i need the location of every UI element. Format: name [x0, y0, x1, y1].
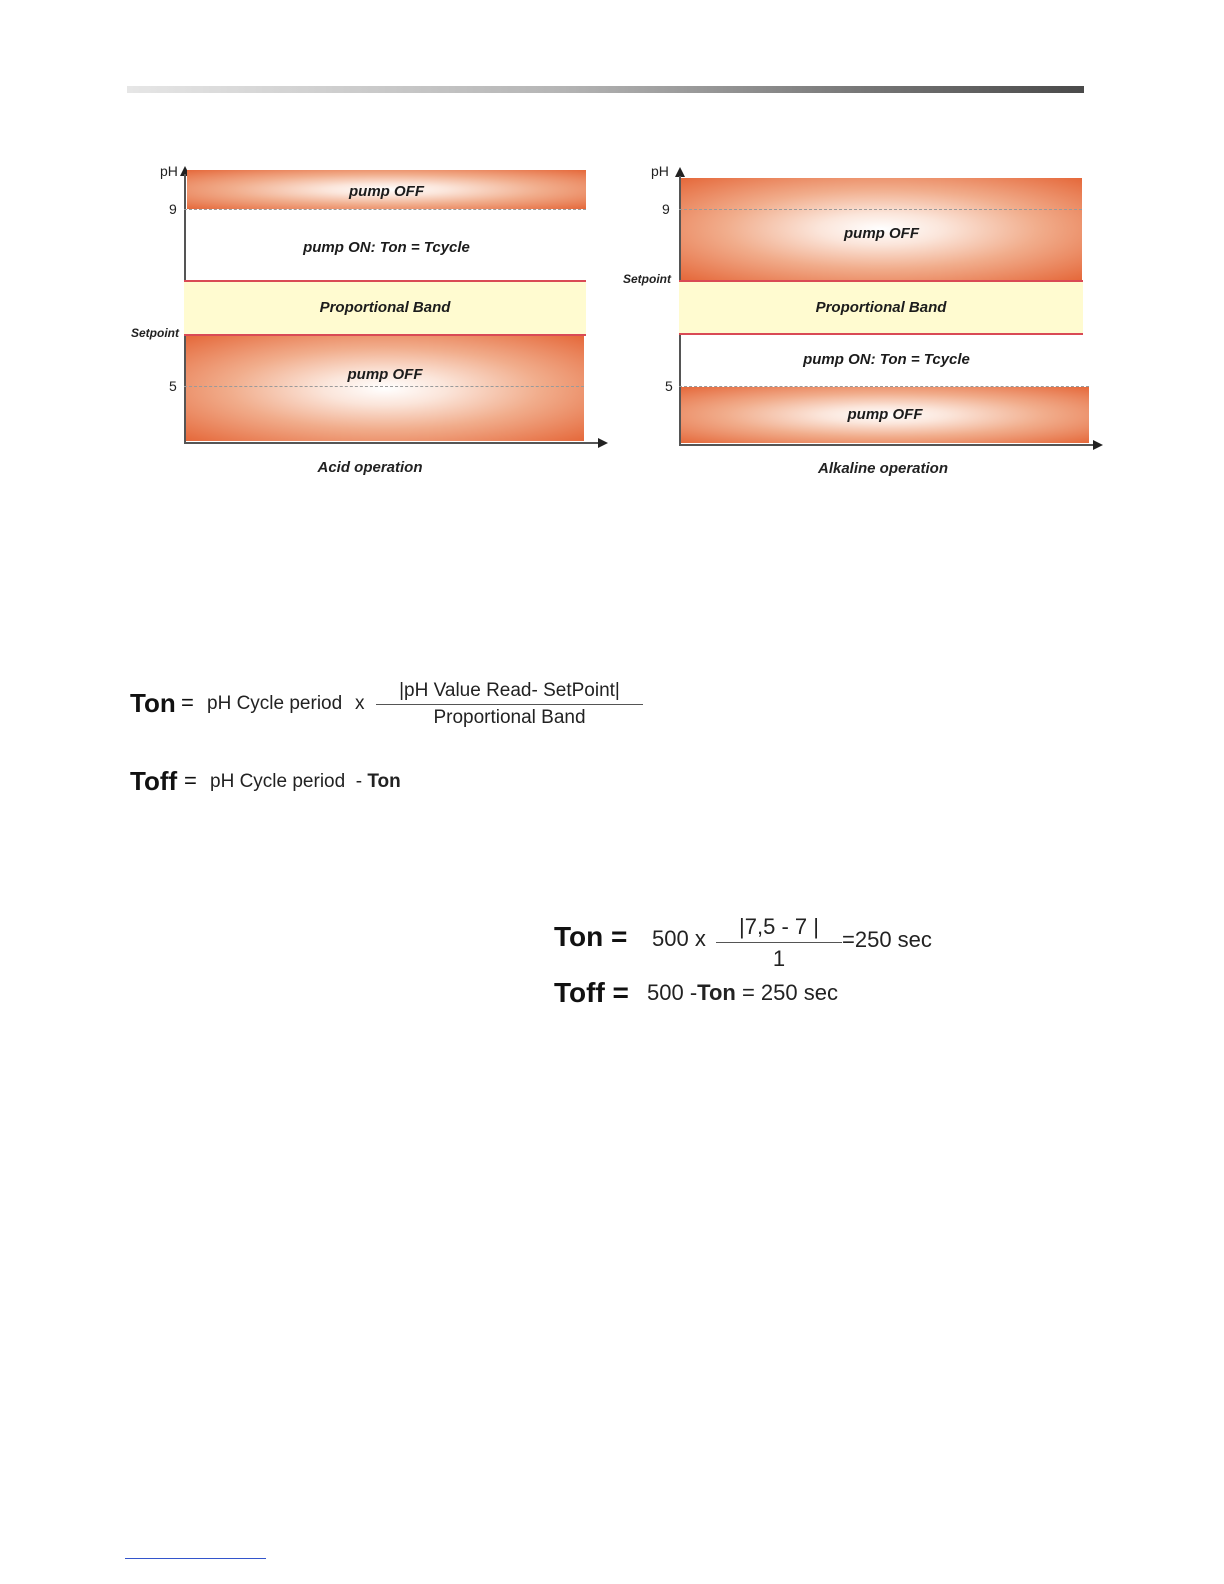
example-numerator: |7,5 - 7 | — [739, 914, 819, 939]
acid-ph9-line — [184, 209, 586, 210]
example-ton-result: =250 sec — [842, 927, 932, 952]
example-toff-ton: Ton — [697, 980, 736, 1005]
acid-bottom-pump-off-band — [186, 336, 584, 441]
acid-x-axis-arrow — [598, 438, 608, 448]
acid-bottom-band-label: pump OFF — [347, 366, 423, 383]
example-toff-result: = 250 sec — [735, 980, 838, 1005]
toff-label: Toff — [130, 766, 178, 796]
ton-numerator: |pH Value Read- SetPoint| — [399, 680, 620, 701]
acid-y-axis-label: pH — [160, 163, 178, 179]
toff-ton-ref: Ton — [367, 771, 401, 792]
alk-top-pump-off-band — [681, 178, 1082, 280]
example-ton-fraction — [716, 914, 842, 972]
alk-tick-9: 9 — [662, 201, 670, 217]
toff-cycle-period: pH Cycle period - — [210, 771, 368, 792]
alk-x-axis — [679, 444, 1094, 446]
example-toff-rhs — [647, 980, 838, 1006]
ton-cycle-period: pH Cycle period — [207, 693, 343, 714]
toff-equals: = — [184, 768, 197, 793]
alk-bottom-band-label: pump OFF — [847, 406, 923, 423]
acid-top-pump-off-band — [187, 170, 586, 209]
example-fraction-bar — [716, 942, 842, 943]
ton-equals: = — [181, 690, 194, 715]
acid-setpoint-label: Setpoint — [131, 326, 179, 340]
ton-label: Ton — [130, 688, 176, 718]
acid-tick-5: 5 — [169, 378, 177, 394]
ton-fraction — [376, 680, 643, 729]
example-ton-label: Ton = — [554, 921, 628, 952]
alk-top-band-label: pump OFF — [844, 225, 919, 242]
example-denominator: 1 — [772, 946, 786, 971]
alk-setpoint-label: Setpoint — [623, 272, 671, 286]
acid-top-band-label: pump OFF — [349, 183, 424, 200]
acid-proportional-band — [184, 280, 586, 336]
footer-link-underline[interactable] — [125, 1558, 266, 1559]
toff-rhs — [210, 771, 401, 793]
alk-y-axis-label: pH — [651, 163, 669, 179]
acid-proportional-label: Proportional Band — [319, 299, 451, 316]
acid-caption: Acid operation — [317, 459, 423, 476]
alk-ph9-line — [679, 209, 1082, 210]
ton-times: x — [355, 693, 365, 714]
alk-proportional-label: Proportional Band — [815, 299, 947, 316]
alk-x-axis-arrow — [1093, 440, 1103, 450]
alk-pump-on-label: pump ON: Ton = Tcycle — [803, 351, 970, 368]
example-toff-pre: 500 - — [647, 980, 698, 1005]
acid-tick-9: 9 — [169, 201, 177, 217]
ton-fraction-bar — [376, 704, 643, 705]
example-ton-lhs: 500 x — [652, 926, 706, 951]
alk-proportional-band — [679, 280, 1083, 335]
alkaline-operation-diagram — [612, 150, 1112, 490]
alk-tick-5: 5 — [665, 378, 673, 394]
acid-ph5-line — [184, 386, 584, 387]
acid-operation-diagram — [120, 150, 620, 490]
alk-caption: Alkaline operation — [817, 460, 949, 477]
acid-pump-on-label: pump ON: Ton = Tcycle — [303, 239, 470, 256]
header-rule — [127, 86, 1084, 93]
acid-x-axis — [184, 442, 599, 444]
alk-bottom-pump-off-band — [681, 387, 1089, 443]
ton-denominator: Proportional Band — [433, 707, 586, 728]
example-toff-label: Toff = — [554, 977, 629, 1008]
